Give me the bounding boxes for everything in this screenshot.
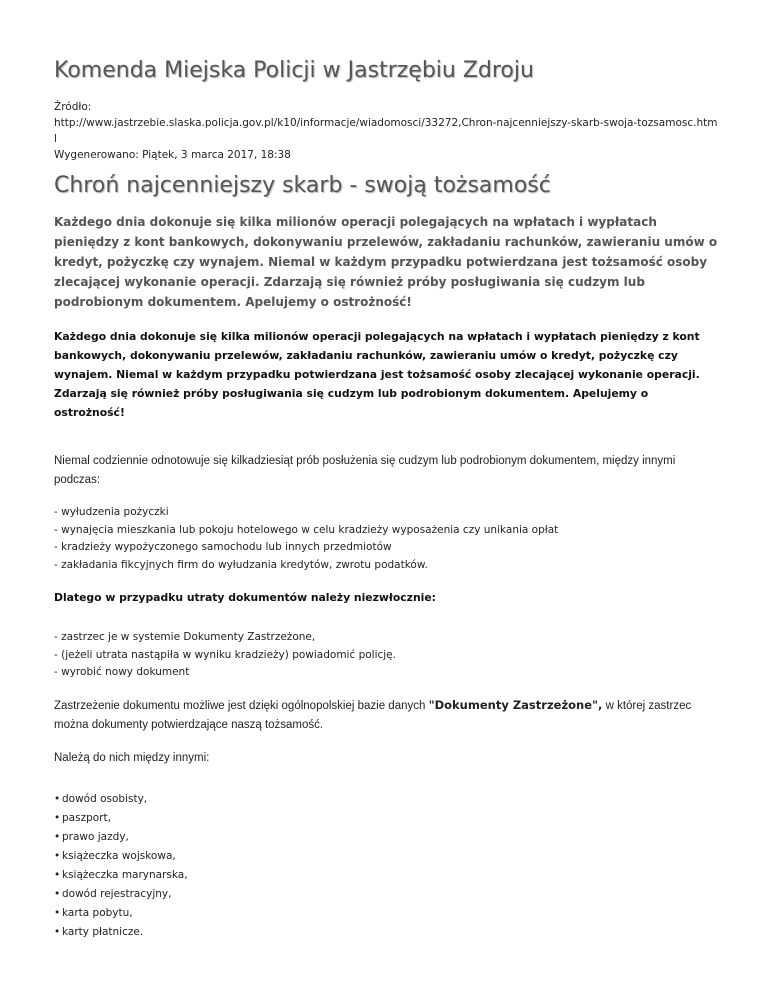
list-item — [54, 847, 718, 866]
reservation-text-before: Zastrzeżenie dokumentu możliwe jest dzięki ogólnopolskiej bazie danych — [54, 699, 429, 712]
situation-item: - zakładania fikcyjnych firm do wyłudzania kredytów, zwrotu podatków. — [54, 558, 428, 571]
document-type: książeczka wojskowa, — [62, 849, 176, 862]
bullet-icon: • — [54, 868, 61, 881]
document-type: karty płatnicze. — [62, 925, 144, 938]
list-item — [54, 923, 718, 942]
list-item — [54, 809, 718, 828]
action-item: - zastrzec je w systemie Dokumenty Zastrzeżone, — [54, 631, 316, 643]
reservation-paragraph — [54, 696, 718, 735]
document-type: karta pobytu, — [62, 906, 133, 919]
documents-list — [54, 790, 718, 942]
therefore-heading: Dlatego w przypadku utraty dokumentów należy niezwłocznie: — [54, 591, 436, 604]
article-title: Chroń najcenniejszy skarb - swoją tożsamość — [54, 173, 551, 198]
bullet-icon: • — [54, 906, 61, 919]
dokumenty-zastrzezone-name: "Dokumenty Zastrzeżone", — [428, 697, 603, 712]
bullet-icon: • — [54, 811, 61, 824]
site-title: Komenda Miejska Policji w Jastrzębiu Zdroju — [54, 58, 534, 83]
source-label: Źródło: — [54, 101, 92, 113]
intro-paragraph: Niemal codziennie odnotowuje się kilkadziesiąt prób posłużenia się cudzym lub podrobionym dokumentem, między innymi podczas: — [54, 455, 676, 486]
document-type: prawo jazdy, — [62, 830, 129, 843]
situations-list — [54, 504, 718, 574]
action-item: - (jeżeli utrata nastąpiła w wyniku kradzieży) powiadomić policję. — [54, 648, 396, 661]
list-item — [54, 866, 718, 885]
bullet-icon: • — [54, 830, 61, 843]
document-type: dowód osobisty, — [62, 792, 148, 805]
situation-item: - kradzieży wypożyczonego samochodu lub innych przedmiotów — [54, 541, 392, 553]
situation-item: - wyłudzenia pożyczki — [54, 506, 169, 518]
bullet-icon: • — [54, 849, 61, 862]
action-item: - wyrobić nowy dokument — [54, 666, 190, 678]
bullet-icon: • — [54, 925, 61, 938]
list-item — [54, 904, 718, 923]
bullet-icon: • — [54, 887, 61, 900]
among-them-text: Należą do nich między innymi: — [54, 751, 210, 764]
document-type: książeczka marynarska, — [62, 868, 188, 881]
document-page — [54, 58, 718, 942]
list-item — [54, 885, 718, 904]
document-type: paszport, — [62, 811, 111, 824]
bullet-icon: • — [54, 792, 61, 805]
article-body — [54, 327, 718, 942]
article-lead: Każdego dnia dokonuje się kilka milionów operacji polegających na wpłatach i wypłatach pieniędzy z kont bankowych, dokonywaniu przelewów, zakładaniu rachunków, zawieraniu umów o kredyt, pożyczkę czy wynajem. Niemal w każdym przypadku potwierdzana jest tożsamość osoby zlecającej wykonanie operacji. Zdarzają się również próby posługiwania się cudzym lub podrobionym dokumentem. Apelujemy o ostrożność! — [54, 215, 718, 309]
document-type: dowód rejestracyjny, — [62, 887, 172, 900]
document-meta — [54, 99, 718, 163]
reservation-text-after: w której zastrzec można dokumenty potwierdzające naszą tożsamość. — [54, 699, 692, 731]
source-url: http://www.jastrzebie.slaska.policja.gov.pl/k10/informacje/wiadomosci/33272,Chron-najcenniejszy-skarb-swoja-tozsamosc.html — [54, 117, 718, 145]
list-item — [54, 790, 718, 809]
situation-item: - wynajęcia mieszkania lub pokoju hotelowego w celu kradzieży wyposażenia czy unikania opłat — [54, 523, 559, 536]
generated-date: Wygenerowano: Piątek, 3 marca 2017, 18:38 — [54, 149, 291, 161]
list-item — [54, 828, 718, 847]
bold-paragraph: Każdego dnia dokonuje się kilka milionów operacji polegających na wpłatach i wypłatach pieniędzy z kont bankowych, dokonywaniu przelewów, zakładaniu rachunków, zawieraniu umów o kredyt, pożyczkę czy wynajem. Niemal w każdym przypadku potwierdzana jest tożsamość osoby zlecającej wykonanie operacji. Zdarzają się również próby posługiwania się cudzym lub podrobionym dokumentem. Apelujemy o ostrożność! — [54, 330, 700, 419]
actions-list — [54, 629, 718, 682]
